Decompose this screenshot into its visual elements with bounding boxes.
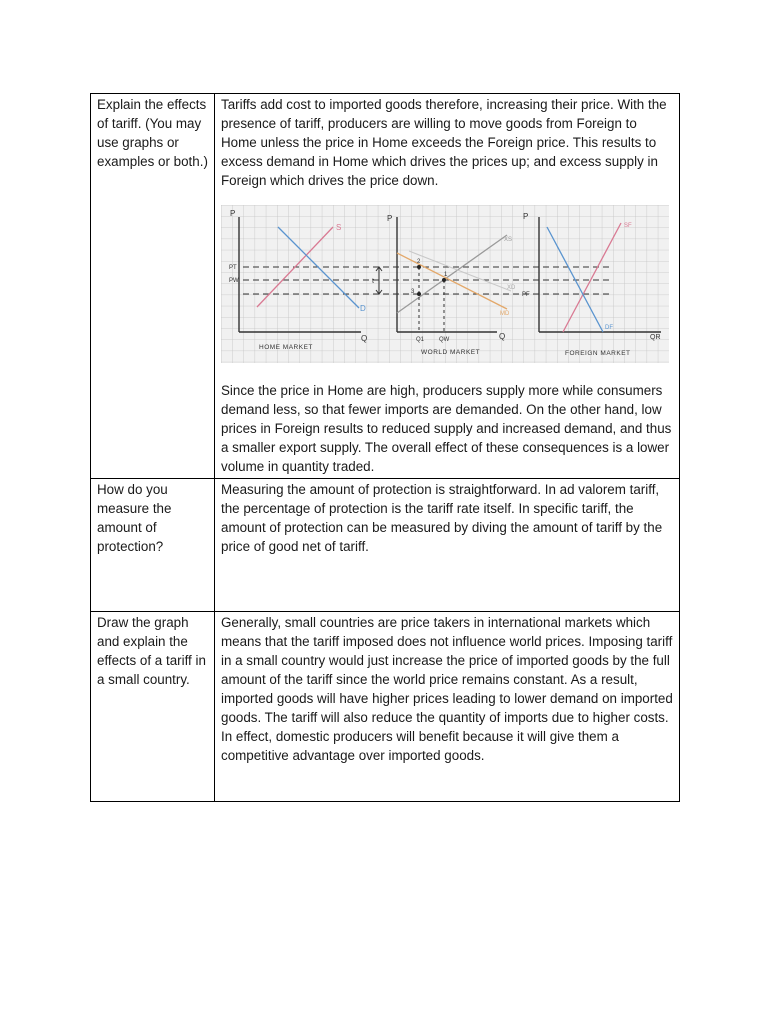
world-p-label: P (387, 214, 393, 223)
point-2-label: 2 (417, 259, 421, 265)
tariff-graph-svg (221, 205, 669, 363)
point-2 (417, 265, 421, 269)
tariff-t-label: t (372, 278, 374, 285)
answer-cell (215, 479, 680, 612)
import-demand-label: MD (500, 311, 510, 317)
foreign-pf-label: PF (522, 292, 530, 298)
point-1 (442, 278, 446, 282)
table-row (91, 94, 680, 479)
home-demand-label: D (360, 304, 366, 313)
answer-cell (215, 612, 680, 802)
question-cell (91, 94, 215, 479)
answer-cell (215, 94, 680, 479)
shifted-supply-label: XD (507, 285, 516, 291)
foreign-market-title: FOREIGN MARKET (565, 350, 631, 357)
answer-after-text: Since the price in Home are high, producers supply more while consumers demand less, so that fewer imports are demanded. On the other hand, low prices in Foreign results to reduced supply and increased demand, and thus a smaller export supply. The overall effect of these consequences is a lower volume in quantity traded. (221, 383, 672, 474)
answer-intro-text: Tariffs add cost to imported goods therefore, increasing their price. With the presence of tariff, producers are willing to move goods from Foreign to Home unless the price in Home exceeds the Foreign price. This results to excess demand in Home which drives the prices up; and excess supply in Foreign which drives the price down. (221, 97, 667, 188)
q1-label: Q1 (416, 337, 425, 343)
home-supply-label: S (336, 223, 342, 232)
home-p-label: P (230, 209, 236, 218)
export-supply-label: XS (504, 237, 513, 243)
point-3-label: 3 (411, 289, 415, 295)
home-pw-label: PW (229, 278, 239, 284)
table-row (91, 612, 680, 802)
tariff-qa-table (90, 93, 680, 802)
foreign-supply-label: SF (624, 223, 632, 229)
foreign-demand-label: DF (605, 325, 613, 331)
foreign-p-label: P (523, 212, 529, 221)
question-text: Draw the graph and explain the effects of a tariff in a small country. (97, 615, 206, 687)
question-cell (91, 479, 215, 612)
world-q-label: Q (499, 332, 506, 341)
table-row (91, 479, 680, 612)
home-pt-label: PT (229, 265, 237, 271)
home-market-title: HOME MARKET (259, 344, 313, 351)
answer-text: Generally, small countries are price takers in international markets which means that the tariff imposed does not influence world prices. Imposing tariff in a small country would just increase the price of imported goods by the full amount of the tariff since the world price remains constant. As a result, imported goods will have higher prices leading to lower demand on imported goods. The tariff will also reduce the quantity of imports due to higher costs. In effect, domestic producers will benefit because it will give them a competitive advantage over imported goods. (221, 615, 673, 763)
point-3 (417, 292, 421, 296)
qw-label: QW (439, 337, 450, 343)
answer-text: Measuring the amount of protection is straightforward. In ad valorem tariff, the percentage of protection is the tariff rate itself. In specific tariff, the amount of protection can be measured by diving the amount of tariff by the price of good net of tariff. (221, 482, 663, 554)
tariff-graph (221, 205, 669, 363)
question-text: Explain the effects of tariff. (You may use graphs or examples or both.) (97, 97, 208, 169)
question-cell (91, 612, 215, 802)
world-market-title: WORLD MARKET (421, 349, 481, 356)
home-q-label: Q (361, 334, 368, 343)
foreign-q-label: QR (650, 334, 661, 341)
point-1-label: 1 (444, 272, 448, 278)
question-text: How do you measure the amount of protection? (97, 482, 172, 554)
